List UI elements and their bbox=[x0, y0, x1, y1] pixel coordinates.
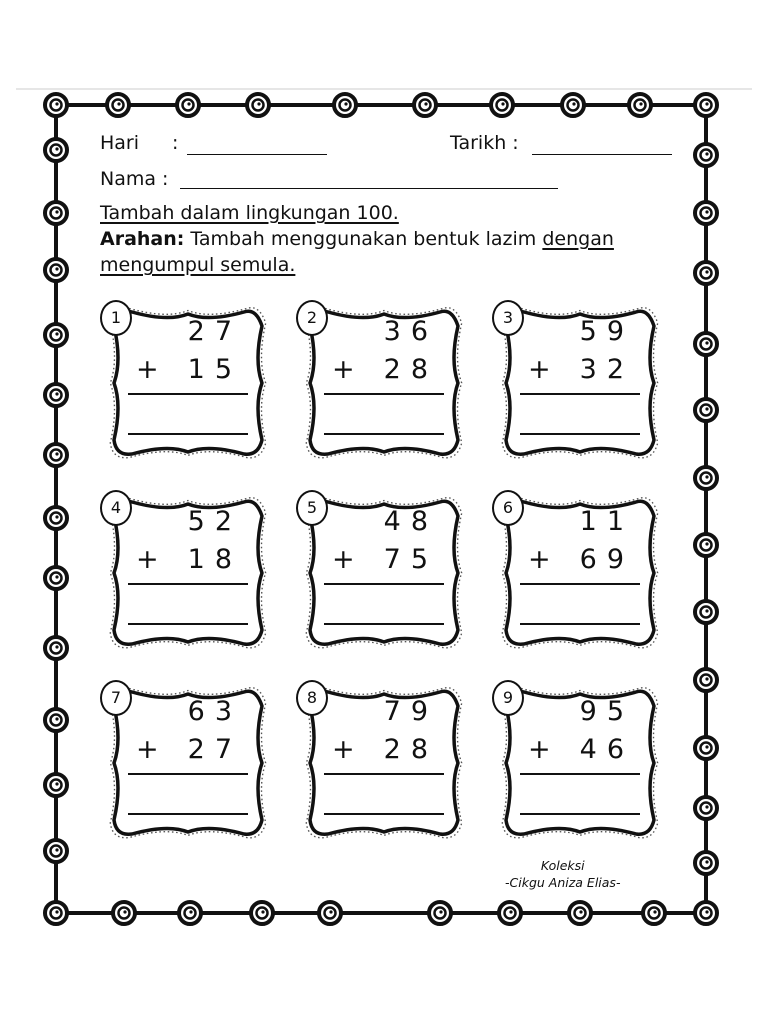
swirl-icon bbox=[45, 202, 67, 224]
addend-bottom: 28 bbox=[383, 734, 438, 765]
problem-card-2 bbox=[302, 304, 466, 462]
answer-line[interactable] bbox=[128, 813, 248, 815]
swirl-icon bbox=[177, 94, 199, 116]
plus-sign: + bbox=[332, 544, 355, 575]
problem-number: 4 bbox=[100, 490, 132, 526]
swirl-icon bbox=[629, 94, 651, 116]
credit-line-2: -Cikgu Aniza Elias- bbox=[505, 874, 621, 890]
problem-card-7 bbox=[106, 684, 270, 842]
instruction-line bbox=[100, 230, 614, 249]
credit-line-1: Koleksi bbox=[540, 858, 585, 873]
problem-card-9 bbox=[498, 684, 662, 842]
swirl-icon bbox=[45, 384, 67, 406]
day-separator: : bbox=[172, 132, 179, 154]
swirl-icon bbox=[695, 601, 717, 623]
swirl-icon bbox=[695, 202, 717, 224]
swirl-icon bbox=[45, 567, 67, 589]
instruction-underlined-1: dengan bbox=[542, 228, 614, 250]
swirl-icon bbox=[562, 94, 584, 116]
problem-number: 1 bbox=[100, 300, 132, 336]
swirl-icon bbox=[45, 840, 67, 862]
addend-bottom: 27 bbox=[187, 734, 242, 765]
plus-sign: + bbox=[528, 354, 551, 385]
sum-line bbox=[324, 773, 444, 775]
day-field[interactable] bbox=[187, 154, 327, 155]
swirl-icon bbox=[107, 94, 129, 116]
answer-line[interactable] bbox=[520, 813, 640, 815]
addend-top: 95 bbox=[579, 696, 634, 727]
swirl-icon bbox=[695, 144, 717, 166]
swirl-icon bbox=[429, 902, 451, 924]
answer-line[interactable] bbox=[324, 433, 444, 435]
answer-line[interactable] bbox=[128, 433, 248, 435]
plus-sign: + bbox=[528, 544, 551, 575]
instruction-underlined-2: mengumpul semula. bbox=[100, 254, 296, 276]
day-label: Hari bbox=[100, 132, 140, 154]
swirl-icon bbox=[695, 262, 717, 284]
addend-bottom: 18 bbox=[187, 544, 242, 575]
swirl-icon bbox=[113, 902, 135, 924]
credit bbox=[505, 858, 620, 892]
swirl-icon bbox=[45, 324, 67, 346]
problem-number: 5 bbox=[296, 490, 328, 526]
addend-top: 27 bbox=[187, 316, 242, 347]
swirl-icon bbox=[695, 467, 717, 489]
swirl-icon bbox=[45, 774, 67, 796]
name-label: Nama : bbox=[100, 168, 169, 190]
problem-number: 6 bbox=[492, 490, 524, 526]
worksheet-title: Tambah dalam lingkungan 100. bbox=[100, 202, 399, 224]
swirl-icon bbox=[695, 333, 717, 355]
addend-top: 79 bbox=[383, 696, 438, 727]
addend-top: 11 bbox=[579, 506, 634, 537]
swirl-icon bbox=[695, 669, 717, 691]
swirl-icon bbox=[491, 94, 513, 116]
swirl-icon bbox=[695, 94, 717, 116]
answer-line[interactable] bbox=[324, 623, 444, 625]
answer-line[interactable] bbox=[128, 623, 248, 625]
plus-sign: + bbox=[332, 734, 355, 765]
problem-card-4 bbox=[106, 494, 270, 652]
problem-card-6 bbox=[498, 494, 662, 652]
sum-line bbox=[520, 773, 640, 775]
addend-top: 48 bbox=[383, 506, 438, 537]
addend-bottom: 46 bbox=[579, 734, 634, 765]
problem-number: 8 bbox=[296, 680, 328, 716]
swirl-icon bbox=[499, 902, 521, 924]
plus-sign: + bbox=[136, 544, 159, 575]
addend-bottom: 69 bbox=[579, 544, 634, 575]
swirl-icon bbox=[569, 902, 591, 924]
swirl-icon bbox=[45, 94, 67, 116]
sum-line bbox=[128, 773, 248, 775]
plus-sign: + bbox=[528, 734, 551, 765]
swirl-icon bbox=[334, 94, 356, 116]
swirl-icon bbox=[45, 444, 67, 466]
sum-line bbox=[128, 393, 248, 395]
swirl-icon bbox=[247, 94, 269, 116]
name-field[interactable] bbox=[180, 188, 558, 189]
date-label: Tarikh : bbox=[450, 132, 519, 154]
swirl-icon bbox=[45, 259, 67, 281]
sum-line bbox=[324, 583, 444, 585]
sum-line bbox=[324, 393, 444, 395]
swirl-icon bbox=[695, 902, 717, 924]
swirl-icon bbox=[695, 737, 717, 759]
plus-sign: + bbox=[136, 354, 159, 385]
addend-bottom: 75 bbox=[383, 544, 438, 575]
addend-top: 52 bbox=[187, 506, 242, 537]
sum-line bbox=[520, 583, 640, 585]
swirl-icon bbox=[695, 797, 717, 819]
problem-number: 3 bbox=[492, 300, 524, 336]
swirl-icon bbox=[319, 902, 341, 924]
plus-sign: + bbox=[136, 734, 159, 765]
problem-card-1 bbox=[106, 304, 270, 462]
answer-line[interactable] bbox=[324, 813, 444, 815]
problem-card-3 bbox=[498, 304, 662, 462]
addend-top: 63 bbox=[187, 696, 242, 727]
addend-bottom: 32 bbox=[579, 354, 634, 385]
swirl-icon bbox=[45, 637, 67, 659]
problem-number: 2 bbox=[296, 300, 328, 336]
swirl-icon bbox=[45, 709, 67, 731]
addend-bottom: 28 bbox=[383, 354, 438, 385]
swirl-icon bbox=[695, 852, 717, 874]
swirl-icon bbox=[45, 902, 67, 924]
addend-top: 36 bbox=[383, 316, 438, 347]
problem-card-5 bbox=[302, 494, 466, 652]
swirl-icon bbox=[695, 534, 717, 556]
answer-line[interactable] bbox=[520, 433, 640, 435]
addend-bottom: 15 bbox=[187, 354, 242, 385]
swirl-icon bbox=[414, 94, 436, 116]
swirl-icon bbox=[695, 399, 717, 421]
swirl-icon bbox=[643, 902, 665, 924]
sum-line bbox=[128, 583, 248, 585]
date-field[interactable] bbox=[532, 154, 672, 155]
problem-number: 7 bbox=[100, 680, 132, 716]
swirl-icon bbox=[45, 507, 67, 529]
swirl-icon bbox=[251, 902, 273, 924]
instruction-label: Arahan: bbox=[100, 228, 185, 250]
answer-line[interactable] bbox=[520, 623, 640, 625]
problem-number: 9 bbox=[492, 680, 524, 716]
problem-card-8 bbox=[302, 684, 466, 842]
addend-top: 59 bbox=[579, 316, 634, 347]
sum-line bbox=[520, 393, 640, 395]
swirl-icon bbox=[45, 139, 67, 161]
instruction-text: Tambah menggunakan bentuk lazim bbox=[190, 228, 537, 250]
swirl-icon bbox=[179, 902, 201, 924]
plus-sign: + bbox=[332, 354, 355, 385]
